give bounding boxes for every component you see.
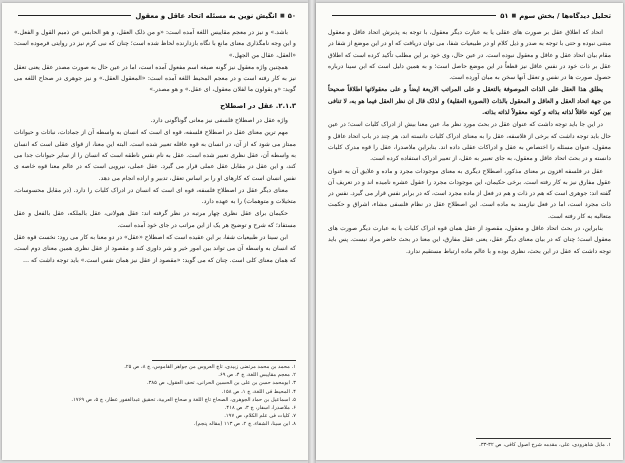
footnote: ۸. ابن سینا، الشفاء، ج ۲، ص ۱۱۳ (مقاله پنجم). (193, 421, 296, 428)
running-title: تحلیل دیدگاه‌ها / بخش سوم (519, 11, 611, 20)
footnote: ۱. مایل شاهرودی، علی، مقدمه شرح اصول کافی، ص ۳۲-۳۳. (479, 442, 611, 448)
header-rule (18, 15, 131, 16)
body-paragraph: مهم ترین معنای عقل در اصطلاح فلسفه، قوه ای است که انسان به واسطه آن از جمادات، نباتات و حیوانات ممتاز می شود که از آن، در انسان به قوه عاقله تعبیر شده است. البته این معنا، از قوای عقلی است که انسان به واسطه آن، عقل نظری تعبیر شده است. عقل به نام نفس ناطقه است که انسان را از سایر حیوانات جدا می کند، و این عقل در مقابل عقل عملی قرار می گیرد. عقل عملی، نیرویی است که در عالم معنا قوه خاصه ی نفس انسان است که کارهای او را بر اساس تعقل، تدبیر و اراده انجام می دهد. (14, 129, 296, 182)
body-paragraph: ابن سینا در طبیعیات شفا، بر این عقیده است که اصطلاح «عقل» در دو معنا به کار می رود: نخست قوه عقل که انسان به واسطه آن می تواند بین امور خیر و شر داوری کند و مقصود از عقل نظری همین معنای دوم است، که همان معنای کلی است. چنان که می گوید: «مقصود از عقل نیز همان نفس است.» باید توجه داشت که … (14, 234, 296, 264)
right-page-header (328, 10, 611, 21)
page-number: ۵۰ (287, 11, 296, 20)
footnote-separator (152, 360, 296, 361)
footnote: ۷. کلیات فی علم الکلام، ص ۱۹۷. (224, 413, 296, 420)
running-title: انگیش نوین به مسئله اتحاد عاقل و معقول (135, 11, 277, 20)
footnote: ۴. المحیط فی اللغة، ج ۱، ص ۱۵۸. (221, 388, 296, 395)
body-paragraph: واژه عقل در اصطلاح فلسفی نیز معانی گوناگونی دارد. (150, 117, 288, 125)
page-number: ۵۱ (500, 11, 509, 20)
right-footnotes (328, 441, 611, 449)
footnote: ۶. ملاصدرا، اسفار، ج ۳، ص ۴۱۸. (224, 405, 296, 412)
footnote: ۱. محمد بن محمد مرتضی زبیدی، تاج العروس من جواهر القاموس، ج ۸، ص ۲۵. (124, 364, 296, 370)
body-paragraph: بنابراین، در بحث اتحاد عاقل و معقول، مقصود از عقل همان قوه ادراک کلیات یا به عبارت دیگر صورت های معقول است؛ چنان که در بیان معنای دیگر عقل، یعنی عقل مفارق، این معنا در بحث حاضر مراد نیست. پس باید توجه داشت که عقل در این بحث، نظری بوده و با عالم ماده ارتباط مستقیم ندارد. (328, 225, 611, 255)
footnote: ۳. ابومحمد حسن بن علی بن الحسین الحرانی، تحف العقول، ص ۳۸۵. (146, 380, 296, 387)
body-paragraph: معنای دیگر عقل در اصطلاح فلسفه، قوه ای است که انسان در ادراک کلیات را دارد. (در مقابل محسوسات، متخیلات و متوهمات) را به عهده دارد. (14, 186, 296, 206)
left-footnotes (14, 363, 296, 429)
body-paragraph: باشد.» و نیز در معجم مقاییس اللغة آمده است: «و من ذلک العقل، و هو الحابس عن ذمیم القول و الفعل.» و این وجه نامگذاری معنای مانع با نگاه بازدارنده لحاظ شده است؛ چنان که نبی کرم نیز در روایتی فرموده است: «العقل، عقال من الجهل.» (14, 29, 296, 59)
left-page (2, 3, 308, 460)
left-page-header (14, 10, 296, 21)
right-page (316, 3, 623, 460)
header-rule (332, 15, 496, 16)
body-paragraph: عقل در فلسفه افزون بر معنای مذکور، اصطلاح دیگری به معنای موجودات مجرد و ماده و علایق آن به عنوان عقول مفارق نیز به کار رفته است. برخی حکیمان، این موجودات مجرد را عقول عشره نامیده اند و در تعریف آن گفته اند: جوهری است که هم در ذات و هم در فعل از ماده مجرد است، که در برابر نفس قرار می گیرد. نفس در ذات مجرد است، اما در فعل نیازمند به ماده است. این اصطلاح عقل در نظام فلسفی مشاء، اشراق و حکمت متعالیه به کار رفته است. (328, 167, 611, 220)
body-paragraph: یطلق هذا العقل علی الذات الموصوفة بالتعقل و علی المراتب الاربعة ایضاً و علی معقولاتها اطلاقاً صحیحاً من جهة اتحاد العقل و العاقل و المعقول بالذات (الصورة العقلیة) و لذلک قال ان نظر العقل فیما هو به، لا تنافی بین کونه عاقلاً لذاته بذاته و کونه معقولاً لذاته بذاته. (328, 86, 611, 117)
right-page-body (328, 27, 611, 258)
section-heading: ۲.۱.۳. عقل در اصطلاح (220, 101, 296, 110)
header-bullet-icon: ■ (511, 12, 517, 19)
book-gutter (308, 0, 316, 463)
body-paragraph: در این جا باید توجه داشت که عنوان عقل در بحث مورد نظر ما، عین معنا بیش از ادراک کلیات است؛ در عین حال باید توجه داشت که برخی از فلاسفه، عقل را به معنای ادراک کلیات دانسته اند، هر چند در باب اتحاد عاقل و معقول، عنوان مسئله را اختصاص به عقل و ادراکات عقلی داده اند. بنابراین ملاصدرا، عقل را قوه مدرک کلیات دانسته و در بحث اتحاد عاقل و معقول، به جای تعبیر به عقل، از تعبیر ادراک استفاده کرده است. (328, 121, 611, 163)
footnote: ۵. اسماعیل بن حماد الجوهری، الصحاح تاج اللغة و صحاح العربیة، تحقیق عبدالغفور عطار، ج ۵، ص ۱۷۶۹. (71, 396, 296, 403)
header-bullet-icon: ■ (279, 12, 285, 19)
body-paragraph: اتحاد که اطلاق عقل بر صورت های عقلی یا به عبارت دیگر معقول، با توجه به پذیرش اتحاد عاقل و معقول مبتنی نبوده و حتی با توجه به صدر و ذیل کلام او در طبیعیات شفا، می توان دریافت که او در این موضع از شفا در مقام بیان اتحاد عقل و عاقل و معقول نبوده است. در عین حال، وی خود بر این مطلب تأکید کرده است که اطلاق عقل بر ذات خود در نفس عاقل نیز قطعاً در این موضع حاصل است؛ و به همین دلیل است که ابن سینا درباره حصول صورت ها در نفس و تعقل آنها سخن به میان آورده است. (328, 29, 611, 82)
body-paragraph: حکیمان برای عقل نظری چهار مرتبه در نظر گرفته اند: عقل هیولانی، عقل بالملکه، عقل بالفعل و عقل مستفاد؛ که شرح و توضیح هر یک از این مراتب در جای خود آمده است. (14, 210, 296, 229)
footnote-separator (476, 438, 611, 439)
footnote: ۲. معجم مقاییس اللغة، ج ۴، ص ۶۹. (218, 372, 296, 379)
body-paragraph: همچنین واژه معقول نیز گونه صیغه اسم مفعول آمده است، اما در عین حال به صورت مصدر عقل یعنی تعقل نیز به کار رفته است و در معجم المحیط اللغة آمده است: «المعقول العقل.» و نیز جوهری در صحاح اللغه می گوید: «و یقولون ما لفلان معقول، ای عقل.» و هو مصدر.» (14, 63, 296, 94)
left-page-body (14, 27, 296, 267)
